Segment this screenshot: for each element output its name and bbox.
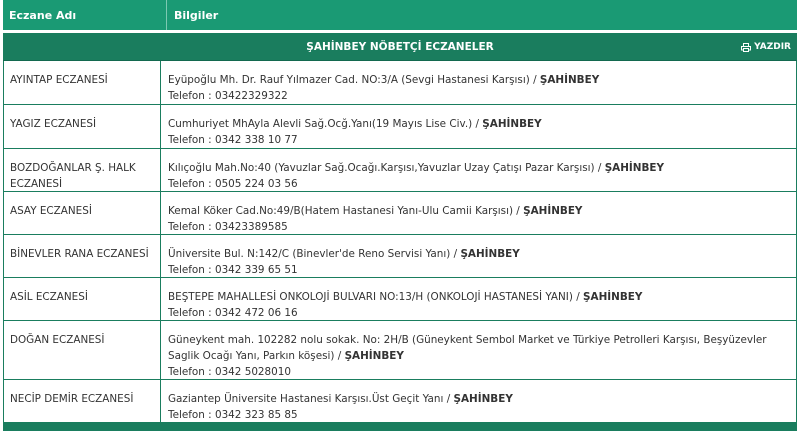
pharmacy-district: ŞAHİNBEY xyxy=(460,248,520,260)
pharmacy-phone: Telefon : 0342 339 65 51 xyxy=(168,264,298,276)
pharmacy-phone: Telefon : 0342 5028010 xyxy=(168,366,291,378)
pharmacy-phone: Telefon : 03422329322 xyxy=(168,90,288,102)
print-label: YAZDIR xyxy=(754,42,791,52)
pharmacy-name: BİNEVLER RANA ECZANESİ xyxy=(4,235,161,277)
pharmacy-district: ŞAHİNBEY xyxy=(583,291,643,303)
table-row xyxy=(3,278,797,321)
pharmacy-address: Gaziantep Üniversite Hastanesi Karşısı.Üst Geçit Yanı / xyxy=(168,393,454,405)
pharmacy-name: BOZDOĞANLAR Ş. HALK ECZANESİ xyxy=(4,149,161,191)
pharmacy-info xyxy=(161,105,796,148)
pharmacy-address: Cumhuriyet MhAyla Alevli Sağ.Ocğ.Yanı(19 Mayıs Lise Civ.) / xyxy=(168,118,483,130)
table-row xyxy=(3,61,797,105)
district-banner xyxy=(3,30,797,61)
pharmacy-address: Kılıçoğlu Mah.No:40 (Yavuzlar Sağ.Ocağı.Karşısı,Yavuzlar Uzay Çatışı Pazar Karşısı) / xyxy=(168,162,605,174)
pharmacy-name: ASAY ECZANESİ xyxy=(4,192,161,234)
pharmacy-address: Eyüpoğlu Mh. Dr. Rauf Yılmazer Cad. NO:3/A (Sevgi Hastanesi Karşısı) / xyxy=(168,74,540,86)
pharmacy-info xyxy=(161,380,796,422)
pharmacy-district: ŞAHİNBEY xyxy=(344,350,404,362)
pharmacy-info xyxy=(161,278,796,320)
table-footer-bar xyxy=(3,423,797,431)
pharmacy-name: AYINTAP ECZANESİ xyxy=(4,61,161,104)
table-row xyxy=(3,380,797,423)
pharmacy-table xyxy=(3,0,797,431)
pharmacy-phone: Telefon : 0342 472 06 16 xyxy=(168,307,298,319)
pharmacy-name: DOĞAN ECZANESİ xyxy=(4,321,161,379)
pharmacy-address: Kemal Köker Cad.No:49/B(Hatem Hastanesi Yanı-Ulu Camii Karşısı) / xyxy=(168,205,524,217)
pharmacy-info xyxy=(161,235,796,277)
print-button[interactable] xyxy=(741,42,791,52)
printer-icon xyxy=(741,43,751,52)
pharmacy-district: ŞAHİNBEY xyxy=(523,205,583,217)
pharmacy-district: ŞAHİNBEY xyxy=(539,74,600,86)
pharmacy-district: ŞAHİNBEY xyxy=(453,393,513,405)
pharmacy-district: ŞAHİNBEY xyxy=(604,162,665,174)
pharmacy-phone: Telefon : 0342 338 10 77 xyxy=(168,134,298,146)
pharmacy-address: BEŞTEPE MAHALLESİ ONKOLOJİ BULVARI NO:13/H (ONKOLOJİ HASTANESİ YANI) / xyxy=(168,291,584,303)
pharmacy-name: NECİP DEMİR ECZANESİ xyxy=(4,380,161,422)
pharmacy-phone: Telefon : 03423389585 xyxy=(168,221,288,233)
table-row xyxy=(3,105,797,149)
column-header-name: Eczane Adı xyxy=(3,0,167,30)
table-header xyxy=(3,0,797,30)
pharmacy-info xyxy=(161,321,796,379)
pharmacy-name: YAGIZ ECZANESİ xyxy=(4,105,161,148)
table-row xyxy=(3,149,797,192)
pharmacy-name: ASİL ECZANESİ xyxy=(4,278,161,320)
pharmacy-phone: Telefon : 0505 224 03 56 xyxy=(168,178,298,190)
table-row xyxy=(3,235,797,278)
table-row xyxy=(3,192,797,235)
pharmacy-info xyxy=(161,149,796,191)
pharmacy-info xyxy=(161,61,796,104)
pharmacy-info xyxy=(161,192,796,234)
table-row xyxy=(3,321,797,380)
banner-title: ŞAHİNBEY NÖBETÇİ ECZANELER xyxy=(306,40,494,53)
pharmacy-address: Üniversite Bul. N:142/C (Binevler'de Reno Servisi Yanı) / xyxy=(168,248,461,260)
pharmacy-district: ŞAHİNBEY xyxy=(482,118,542,130)
pharmacy-address: Güneykent mah. 102282 nolu sokak. No: 2H/B (Güneykent Sembol Market ve Türkiye Petrolleri Karşısı, Beşyüzevler Saglik Ocağı Yanı, Parkın köşesi) / xyxy=(168,334,767,362)
column-header-info: Bilgiler xyxy=(174,8,219,22)
pharmacy-phone: Telefon : 0342 323 85 85 xyxy=(168,409,298,421)
